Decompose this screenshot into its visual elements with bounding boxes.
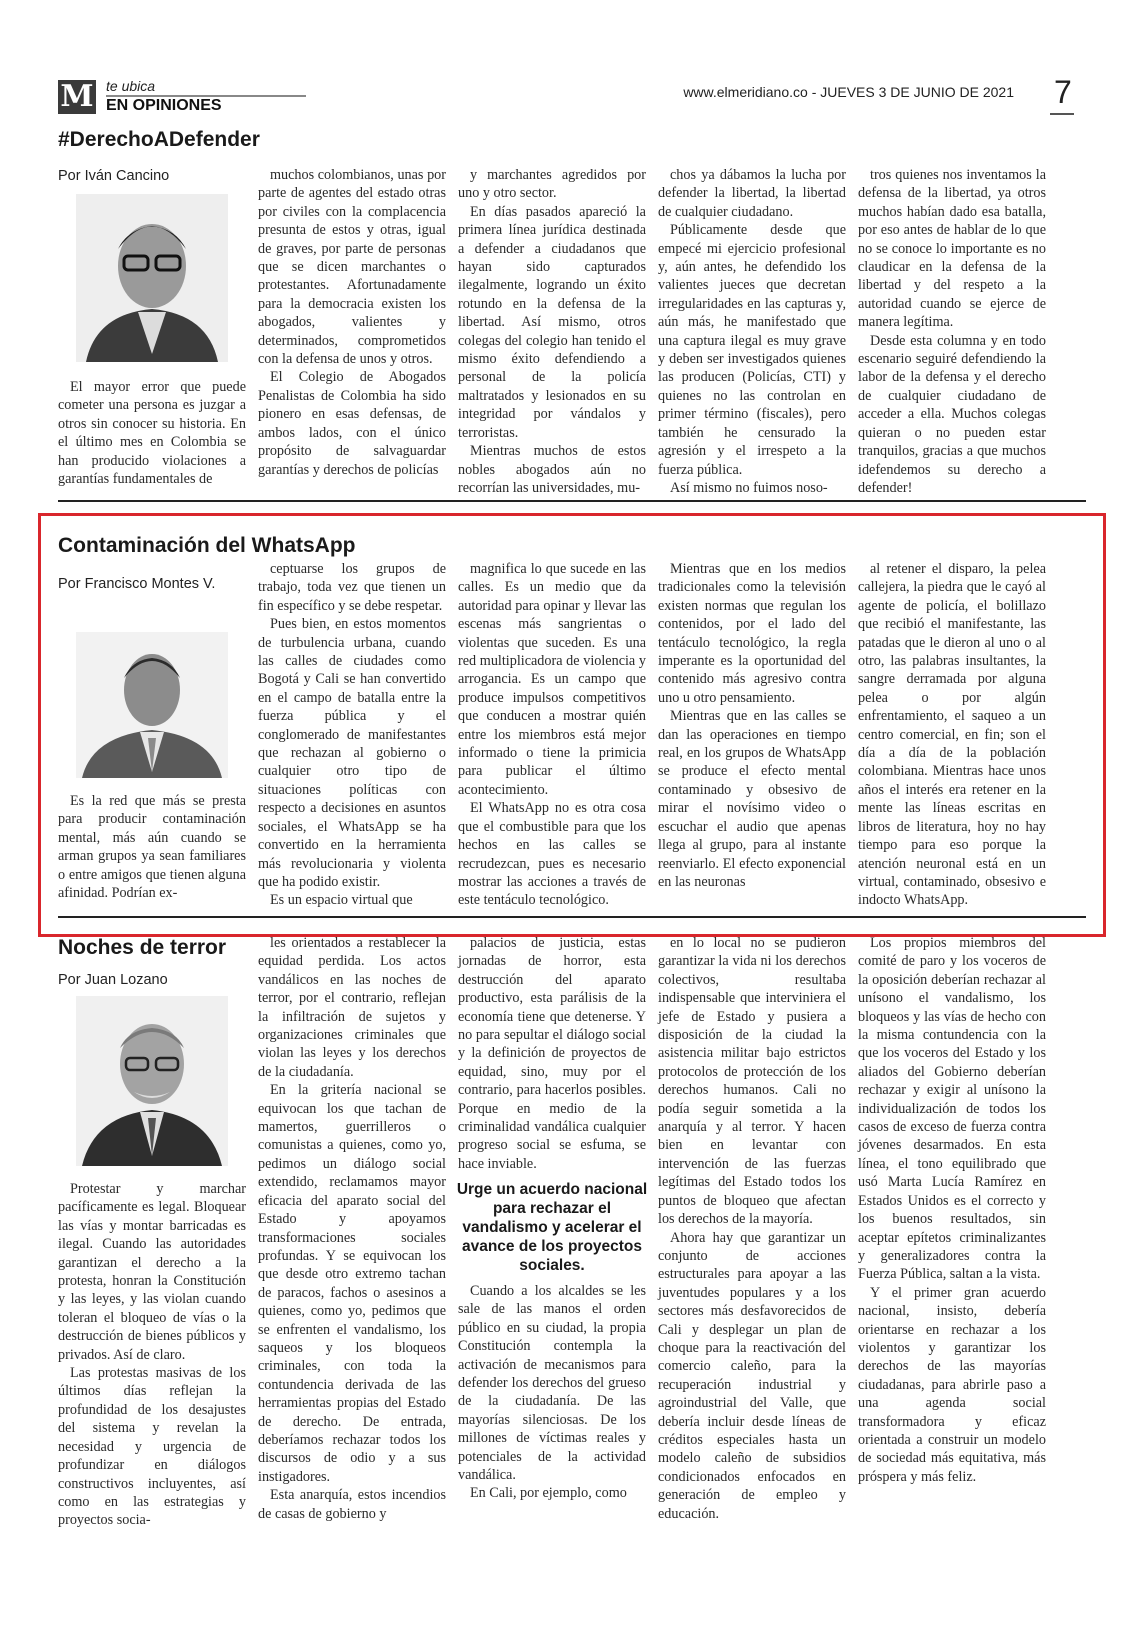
author-photo [76, 632, 228, 778]
paragraph: en lo local no se pudieron garantizar la vida ni los derechos colectivos, resultaba indispensable que interviniera el jefe de Estado y pusiera a disposición de la ciudad la asistencia militar bajo estrictos protocolos de protección de los derechos humanos. Cali no podía seguir sometida a la anarquía y al terror. Y hacen bien en levantar con intervención de las fuerzas legítimas del Estado todos los puntos de bloqueo que afectan los derechos de la mayoría. [658, 935, 846, 1228]
paragraph: al retener el disparo, la pelea callejera, la piedra que le cayó al agente de policía, el bolillazo que recibió el manifestante, las patadas que le dieron al uno o al otro, las palabras insultantes, la sangre derramada por alguna pelea o por algún enfrentamiento, el saqueo a un centro comercial, en fin; son el día a día de la población colombiana. Mientras hace unos años el interés era retener en la mente las líneas escritas en libros de literatura, hoy no hay tiempo para eso porque la atención neuronal está en un virtual, contaminado, obsesivo e indocto WhatsApp. [858, 561, 1046, 909]
page-number-rule [1050, 113, 1074, 115]
paragraph: El Colegio de Abogados Penalistas de Colombia ha sido pionero en esas defensas, de ambos lados, con el único propósito de salvaguardar garantías y derechos de policías [258, 369, 446, 478]
paragraph: Ahora hay que garantizar un conjunto de acciones estructurales para apoyar a las juventudes populares y a los sectores más desfavorecidos de Cali y desplegar un plan de choque para la reactivación del comercio caleño, para la recuperación industrial y agroindustrial del Valle, que debería incluir desde líneas de créditos especiales hasta un modelo caleño de subsidios condicionados enfocados en generación de empleo y educación. [658, 1229, 846, 1522]
article-title: Contaminación del WhatsApp [58, 534, 356, 557]
pull-quote: Urge un acuerdo nacional para rechazar el vandalismo y acelerar el avance de los proyectos sociales. [456, 1181, 648, 1274]
paragraph: chos ya dábamos la lucha por defender la libertad, la libertad de cualquier ciudadano. [658, 167, 846, 220]
section-divider [58, 500, 1086, 502]
paragraph: En días pasados apareció la primera línea jurídica destinada a defender a ciudadanos que hayan sido capturados ilegalmente, logrando un éxito rotundo en la defensa de la libertad. Así mismo, otros colegas del colegio han tenido el mismo éxito defendiendo a personal de la policía maltratados y lesionados en su integridad por vándalos y terroristas. [458, 203, 646, 441]
section-name: EN OPINIONES [106, 97, 222, 114]
paragraph: Mientras muchos de estos nobles abogados aún no recorrían las universidades, mu- [458, 443, 646, 496]
article-column [258, 934, 446, 1608]
paragraph: El mayor error que puede cometer una persona es juzgar a otros sin conocer su historia. En el último mes en Colombia se han producido violaciones a garantías fundamentales de [58, 379, 246, 488]
paragraph: ceptuarse los grupos de trabajo, toda vez que tienen un fin específico y se debe respetar. [258, 561, 446, 614]
article-column [58, 1180, 246, 1608]
paragraph: Es un espacio virtual que [270, 892, 413, 909]
paragraph: Y el primer gran acuerdo nacional, insisto, debería orientarse en rechazar a los violentos y garantizar los derechos de las mayorías ciudadanas, para abrirle paso a una agenda social transformadora y eficaz orientada a construir un modelo de sociedad más equitativa, más próspera y más feliz. [858, 1284, 1046, 1485]
paragraph: palacios de justicia, estas jornadas de horror, esta destrucción del aparato productivo, esta parálisis de la economía tiene que detenerse. Y no para sepultar el diálogo social y la definición de proyectos de equidad, sino, muy por el contrario, para hacerlos posibles. Porque en medio de la criminalidad vandálica cualquier progreso social se esfuma, se hace inviable. [458, 935, 646, 1172]
newspaper-logo: M [58, 80, 96, 114]
paragraph: Mientras que en las calles se dan las operaciones en tiempo real, en los grupos de WhatsApp se produce el efecto mental contaminado y obsesivo de mirar el novísimo video o escuchar el audio que apenas llega al grupo, para al instante reenviarlo. El efecto exponencial en las neuronas [658, 708, 846, 890]
article-column [258, 560, 446, 909]
paragraph: Así mismo no fuimos noso- [670, 479, 828, 496]
paragraph: Pues bien, en estos momentos de turbulencia urbana, cuando las calles de ciudades como Bogotá y Cali se han convertido en el campo de batalla entre la fuerza pública y el conglomerado de manifestantes que rechazan al gobierno o cualquier otro tipo de situaciones políticas con respecto a decisiones en asuntos sociales, el WhatsApp se ha convertido en la herramienta más revolucionaria y violenta que ha podido existir. [258, 616, 446, 890]
paragraph: En la gritería nacional se equivocan los que tachan de mamertos, guerrilleros o comunistas a quienes, como yo, pedimos un diálogo social extendido, reclamamos mayor eficacia del aparato social del Estado y apoyamos transformaciones sociales profundas. Y se equivocan los que desde otro extremo tachan de paracos, fachos o asesinos a quienes, como yo, pedimos que se enfrenten el vandalismo, los saqueos y los bloqueos criminales, con toda la contundencia derivada de las herramientas propias del Estado de derecho. De entrada, deberíamos rechazar todos los discursos de odio y a sus instigadores. [258, 1082, 446, 1485]
article-title: #DerechoADefender [58, 128, 260, 151]
paragraph: Protestar y marchar pacíficamente es legal. Bloquear las vías y montar barricadas es ilegal. Cuando las autoridades garantizan el derecho a la protesta, honran la Constitución y las leyes, y las violan cuando toleran el bloqueo de vías o la destrucción de bienes públicos y privados. Así de claro. [58, 1181, 246, 1363]
author-photo [76, 996, 228, 1166]
paragraph: magnifica lo que sucede en las calles. Es un medio que da autoridad para opinar y llevar las escenas más sangrientas o violentas que suceden. Es una red multiplicadora de violencia y arrogancia. Es un campo que produce impulsos competitivos que conducen a mostrar quién entre los miembros está mejor informado o tiene la primicia para publicar el último acontecimiento. [458, 561, 646, 798]
paragraph: Cuando a los alcaldes se les sale de las manos el orden público en su ciudad, la propia Constitución contempla la activación de mecanismos para defender los derechos del grueso de la ciudadanía. De las mayorías silenciosas. De los millones de víctimas reales y potenciales de la actividad vandálica. [458, 1283, 646, 1484]
paragraph: Las protestas masivas de los últimos días reflejan la profundidad de los desajustes del sistema y revelan la necesidad y urgencia de profundizar en diálogos constructivos incluyentes, así como en las estrategias y proyectos socia- [58, 1365, 246, 1529]
paragraph: Esta anarquía, estos incendios de casas de gobierno y [258, 1487, 446, 1522]
paragraph: muchos colombianos, unas por parte de agentes del estado otras por civiles con la complacencia presunta de estos y otras, igual de graves, por parte de personas que se dicen marchantes o protestantes. Afortunadamente para la democracia existen los abogados, valientes y determinados, comprometidos con la defensa de unos y otros. [258, 167, 446, 368]
section-divider [58, 916, 1086, 918]
article-column [658, 560, 846, 906]
paragraph: Es la red que más se presta para producir contaminación mental, más aún cuando se arman grupos ya sean familiares o entre amigos que tienen alguna afinidad. Podrían ex- [58, 793, 246, 902]
paragraph: y marchantes agredidos por uno y otro sector. [458, 167, 646, 202]
page-number: 7 [1054, 74, 1072, 110]
paragraph: Desde esta columna y en todo escenario seguiré defendiendo la labor de la defensa y el derecho de cualquier ciudadano de acceder a ella. Muchos colegas quieran o no pueden estar tranquilos, gracias a que muchos idefendemos su derecho a defender! [858, 332, 1046, 496]
article-column [458, 934, 646, 1172]
site-and-date: www.elmeridiano.co - JUEVES 3 DE JUNIO DE 2021 [683, 84, 1014, 100]
paragraph: Mientras que en los medios tradicionales como la televisión existen normas que regulan los contenidos, por el lado del tentáculo tecnológico, la regla imperante es la oportunidad del contenido más agresivo contra uno u otro pensamiento. [658, 561, 846, 706]
author-photo [76, 194, 228, 362]
article-byline: Por Iván Cancino [58, 168, 170, 184]
article-title: Noches de terror [58, 936, 227, 959]
masthead-tagline: te ubica [106, 78, 156, 94]
article-byline: Por Juan Lozano [58, 972, 168, 988]
article-column [58, 792, 246, 904]
paragraph: Los propios miembros del comité de paro y los voceros de la oposición deberían rechazar al unísono el vandalismo, los bloqueos y las vías de hecho con la misma contundencia con la que los voceros del Estado y los aliados del Gobierno deberían rechazar y exigir al unísono la individualización de todos los casos de exceso de fuerza contra jóvenes desarmados. En esta línea, el tono equilibrado que usó Marta Lucía Ramírez en Estados Unidos es el correcto y los buenos resultados, sin aceptar epítetos criminalizantes y generalizadores contra la Fuerza Pública, saltan a la vista. [858, 935, 1046, 1283]
paragraph: Públicamente desde que empecé mi ejercicio profesional y, aún antes, he defendido los valientes jueces que decretan irregularidades en las capturas y, aún más, he manifestado que una captura ilegal es muy grave y deben ser investigados quienes las producen (Policías, CTI) y quienes no las controlan en primer término (fiscales), pero también he censurado la agresión y el irrespeto a la fuerza pública. [658, 222, 846, 478]
paragraph: En Cali, por ejemplo, como [470, 1485, 627, 1502]
paragraph: tros quienes nos inventamos la defensa de la libertad, ya otros muchos habían dado esa batalla, por eso antes de hablar de lo que no se conoce lo importante es no claudicar en la defensa de la libertad y del respeto a la autoridad cuando se ejerce de manera legítima. [858, 167, 1046, 331]
article-column [858, 560, 1046, 909]
paragraph: El WhatsApp no es otra cosa que el combustible para que los hechos en las calles se recrudezcan, pues es necesario mostrar las acciones a través de este tentáculo tecnológico. [458, 800, 646, 909]
article-column [458, 1282, 646, 1608]
article-column [658, 934, 846, 1608]
paragraph: les orientados a restablecer la equidad perdida. Los actos vandálicos en las noches de terror, por el contrario, reflejan la infiltración de sujetos y organizaciones criminales que violan las leyes y los derechos de la ciudadanía. [258, 935, 446, 1080]
article-column [458, 560, 646, 909]
article-column [858, 934, 1046, 1608]
article-byline: Por Francisco Montes V. [58, 576, 216, 592]
